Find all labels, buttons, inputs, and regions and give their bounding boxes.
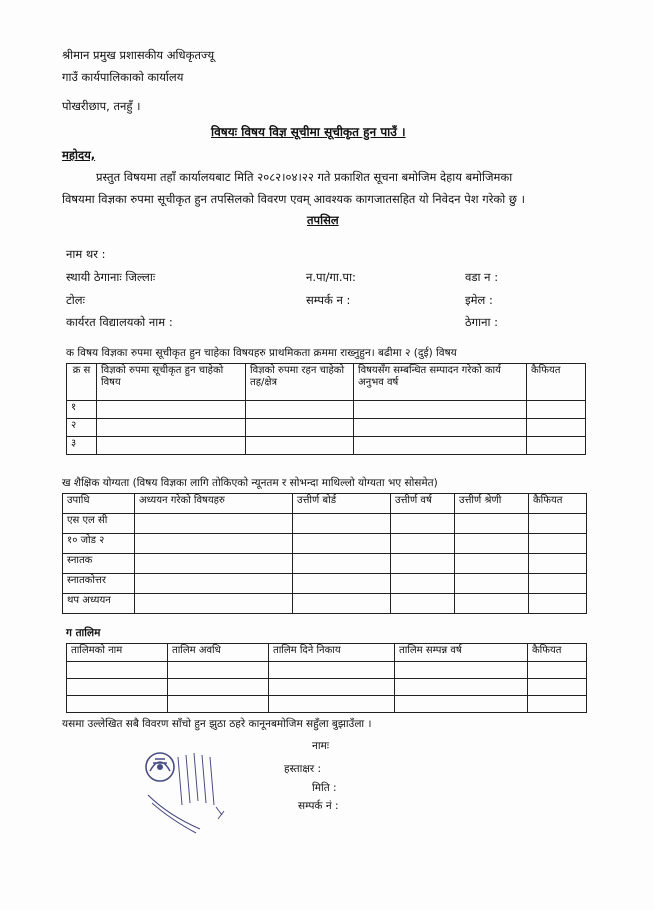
input-cell[interactable] bbox=[246, 437, 354, 455]
input-cell[interactable] bbox=[455, 574, 529, 594]
header-cell: तालिम अवधि bbox=[168, 644, 269, 662]
table-header-row bbox=[63, 494, 587, 514]
header-cell: विषयसँग सम्बन्धित सम्पादन गरेको कार्य अनुभव वर्ष bbox=[354, 364, 527, 401]
signature-date-label: मिति : bbox=[312, 782, 337, 794]
field-tole: टोलः bbox=[66, 293, 85, 307]
addressee-line2: गाउँ कार्यपालिकाको कार्यालय bbox=[62, 70, 184, 84]
input-cell[interactable] bbox=[293, 574, 391, 594]
header-cell: उत्तीर्ण वर्ष bbox=[391, 494, 455, 514]
input-cell[interactable] bbox=[293, 534, 391, 554]
input-cell[interactable] bbox=[391, 554, 455, 574]
input-cell[interactable] bbox=[135, 534, 293, 554]
degree-label: स्नातकोत्तर bbox=[63, 574, 135, 594]
row-number: २ bbox=[67, 419, 97, 437]
input-cell[interactable] bbox=[455, 534, 529, 554]
header-cell: अध्ययन गरेको विषयहरु bbox=[135, 494, 293, 514]
tapasil-heading: तपसिल bbox=[307, 213, 339, 227]
header-cell: उत्तीर्ण श्रेणी bbox=[455, 494, 529, 514]
official-stamp-seal bbox=[138, 745, 230, 837]
salutation: महोदय, bbox=[62, 148, 96, 162]
header-cell: कैफियत bbox=[527, 364, 586, 401]
table-row bbox=[67, 679, 587, 696]
input-cell[interactable] bbox=[354, 437, 527, 455]
degree-label: एस एल सी bbox=[63, 514, 135, 534]
input-cell[interactable] bbox=[67, 696, 168, 713]
input-cell[interactable] bbox=[455, 594, 529, 614]
field-ward: वडा न : bbox=[465, 270, 499, 284]
input-cell[interactable] bbox=[97, 437, 246, 455]
input-cell[interactable] bbox=[455, 514, 529, 534]
input-cell[interactable] bbox=[168, 662, 269, 679]
field-address: स्थायी ठेगानाः जिल्लाः bbox=[66, 270, 156, 284]
input-cell[interactable] bbox=[529, 554, 587, 574]
input-cell[interactable] bbox=[354, 419, 527, 437]
header-cell: विज्ञको रुपमा रहन चाहेको तह/क्षेत्र bbox=[246, 364, 354, 401]
input-cell[interactable] bbox=[529, 514, 587, 534]
section-kha-title: ख शैक्षिक योग्यता (विषय विज्ञका लागि तोकिएको न्यूनतम र सोभन्दा माथिल्लो योग्यता भए सोसमेत) bbox=[62, 477, 438, 489]
input-cell[interactable] bbox=[395, 662, 528, 679]
input-cell[interactable] bbox=[168, 679, 269, 696]
input-cell[interactable] bbox=[97, 401, 246, 419]
table-row bbox=[67, 401, 586, 419]
input-cell[interactable] bbox=[395, 679, 528, 696]
field-municipality: न.पा/गा.पा: bbox=[306, 270, 356, 284]
input-cell[interactable] bbox=[529, 534, 587, 554]
input-cell[interactable] bbox=[97, 419, 246, 437]
input-cell[interactable] bbox=[391, 594, 455, 614]
table-row bbox=[63, 574, 587, 594]
declaration-text: यसमा उल्लेखित सबै विवरण साँचो हुन झुठा ठहरे कानूनबमोजिम सहुँला बुझाउँला । bbox=[62, 718, 372, 730]
table-row bbox=[67, 662, 587, 679]
input-cell[interactable] bbox=[527, 437, 586, 455]
field-school: कार्यरत विद्यालयको नाम : bbox=[66, 315, 173, 329]
input-cell[interactable] bbox=[293, 594, 391, 614]
training-table bbox=[66, 643, 587, 713]
header-cell: कैफियत bbox=[529, 494, 587, 514]
header-cell: क्र स bbox=[67, 364, 97, 401]
input-cell[interactable] bbox=[269, 696, 395, 713]
table-row bbox=[63, 514, 587, 534]
header-cell: विज्ञको रुपमा सूचीकृत हुन चाहेको विषय bbox=[97, 364, 246, 401]
input-cell[interactable] bbox=[135, 514, 293, 534]
input-cell[interactable] bbox=[391, 574, 455, 594]
section-ka-title: क विषय विज्ञका रुपमा सूचीकृत हुन चाहेका विषयहरु प्राथमिकता क्रममा राख्नुहुन। बढीमा २ (दुई) विषय bbox=[66, 347, 457, 359]
input-cell[interactable] bbox=[395, 696, 528, 713]
qualification-table bbox=[62, 493, 587, 614]
input-cell[interactable] bbox=[135, 554, 293, 574]
input-cell[interactable] bbox=[293, 514, 391, 534]
table-row bbox=[63, 594, 587, 614]
signature-sign-label: हस्ताक्षर : bbox=[284, 763, 322, 775]
subject-line: विषयः विषय विज्ञ सूचीमा सूचीकृत हुन पाउँ । bbox=[211, 125, 406, 139]
input-cell[interactable] bbox=[391, 534, 455, 554]
row-number: ३ bbox=[67, 437, 97, 455]
input-cell[interactable] bbox=[246, 401, 354, 419]
input-cell[interactable] bbox=[269, 662, 395, 679]
input-cell[interactable] bbox=[67, 679, 168, 696]
field-school-address: ठेगाना : bbox=[465, 315, 499, 329]
header-cell: कैफियत bbox=[528, 644, 587, 662]
field-name: नाम थर : bbox=[66, 247, 106, 261]
header-cell: तालिम सम्पन्न वर्ष bbox=[395, 644, 528, 662]
input-cell[interactable] bbox=[354, 401, 527, 419]
degree-label: स्नातक bbox=[63, 554, 135, 574]
field-email: इमेल : bbox=[465, 293, 493, 307]
table-row bbox=[63, 534, 587, 554]
table-row bbox=[67, 696, 587, 713]
input-cell[interactable] bbox=[528, 679, 587, 696]
input-cell[interactable] bbox=[455, 554, 529, 574]
input-cell[interactable] bbox=[67, 662, 168, 679]
input-cell[interactable] bbox=[529, 574, 587, 594]
table-header-row bbox=[67, 644, 587, 662]
row-number: १ bbox=[67, 401, 97, 419]
signature-contact-label: सम्पर्क नं : bbox=[298, 800, 339, 812]
addressee-line1: श्रीमान प्रमुख प्रशासकीय अधिकृतज्यू bbox=[62, 48, 215, 62]
table-row bbox=[67, 437, 586, 455]
field-contact: सम्पर्क न : bbox=[306, 293, 351, 307]
body-line2: विषयमा विज्ञका रुपमा सूचीकृत हुन तपसिलको विवरण एवम् आवश्यक कागजातसहित यो निवेदन पेश गरेको छु । bbox=[62, 192, 525, 206]
signature-name-label: नामः bbox=[312, 740, 329, 752]
table-row bbox=[67, 419, 586, 437]
input-cell[interactable] bbox=[527, 401, 586, 419]
input-cell[interactable] bbox=[168, 696, 269, 713]
table-row bbox=[63, 554, 587, 574]
input-cell[interactable] bbox=[529, 594, 587, 614]
header-cell: तालिमको नाम bbox=[67, 644, 168, 662]
header-cell: उपाधि bbox=[63, 494, 135, 514]
body-line1: प्रस्तुत विषयमा तहाँ कार्यालयबाट मिति २०८२।०४।२२ गते प्रकाशित सूचना बमोजिम देहाय बमोजिमका bbox=[96, 170, 513, 184]
section-ga-title: ग तालिम bbox=[66, 627, 101, 639]
input-cell[interactable] bbox=[246, 419, 354, 437]
input-cell[interactable] bbox=[135, 594, 293, 614]
input-cell[interactable] bbox=[528, 662, 587, 679]
input-cell[interactable] bbox=[528, 696, 587, 713]
input-cell[interactable] bbox=[293, 554, 391, 574]
degree-label: १० जोड २ bbox=[63, 534, 135, 554]
subject-preference-table bbox=[66, 363, 586, 455]
input-cell[interactable] bbox=[269, 679, 395, 696]
place-line: पोखरीछाप, तनहुँ । bbox=[62, 99, 141, 113]
degree-label: थप अध्ययन bbox=[63, 594, 135, 614]
input-cell[interactable] bbox=[391, 514, 455, 534]
input-cell[interactable] bbox=[527, 419, 586, 437]
input-cell[interactable] bbox=[135, 574, 293, 594]
table-header-row bbox=[67, 364, 586, 401]
header-cell: तालिम दिने निकाय bbox=[269, 644, 395, 662]
header-cell: उत्तीर्ण बोर्ड bbox=[293, 494, 391, 514]
